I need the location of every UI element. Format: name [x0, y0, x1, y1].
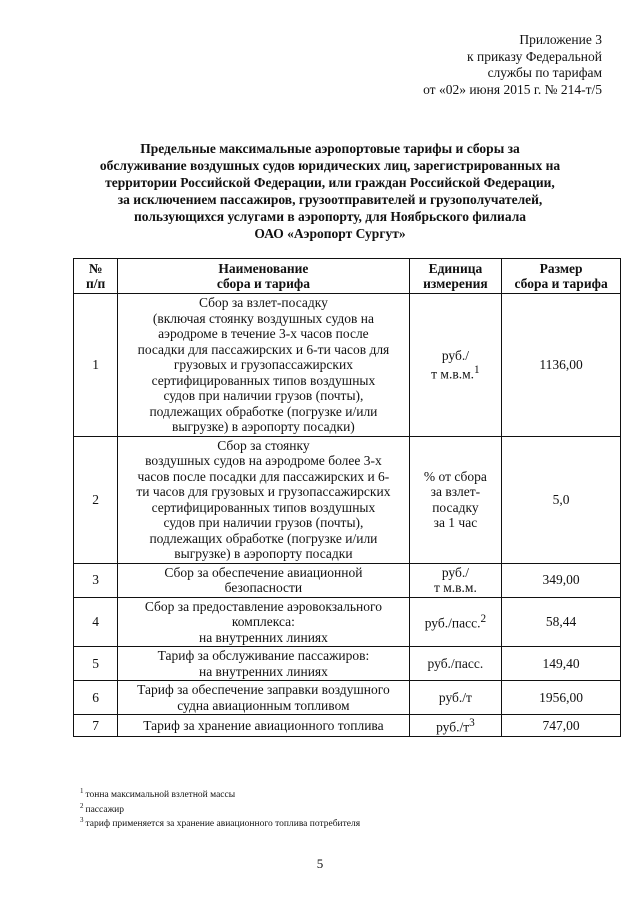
row-size: 1136,00 — [502, 294, 621, 437]
unit-line — [414, 716, 498, 735]
unit-text: руб./пасс. — [424, 615, 481, 631]
name-line: Тариф за обслуживание пассажиров: — [157, 648, 370, 663]
title-line: обслуживание воздушных судов юридических лиц, зарегистрированных на — [99, 158, 561, 173]
row-size: 5,0 — [502, 436, 621, 563]
row-num: 5 — [74, 647, 118, 681]
name-line: выгрузке) в аэропорту посадки) — [172, 419, 355, 434]
footnote — [80, 786, 360, 801]
row-num: 1 — [74, 294, 118, 437]
unit-line: % от сбора — [423, 468, 487, 484]
unit-line: за 1 час — [433, 515, 478, 530]
header-text: Единица — [428, 261, 483, 276]
name-line: Сбор за взлет-посадку — [198, 295, 328, 310]
name-line: подлежащих обработке (погрузке и/или — [149, 530, 378, 546]
name-line: грузовых и грузопассажирских — [173, 357, 353, 372]
unit-line: за взлет- — [430, 484, 481, 499]
tariffs-table — [73, 258, 621, 737]
annex-header — [372, 32, 602, 98]
name-line: посадки для пассажирских и 6-ти часов для — [137, 341, 390, 357]
table-row — [74, 681, 621, 715]
footnote-text: тонна максимальной взлетной массы — [85, 790, 236, 801]
unit-line — [414, 612, 498, 631]
name-line: комплекса: — [231, 614, 295, 629]
unit-line: руб./т — [438, 689, 472, 705]
header-text: п/п — [85, 276, 106, 291]
name-line: Сбор за предоставление аэровокзального — [144, 598, 382, 614]
title-line: Предельные максимальные аэропортовые тарифы и сборы за — [140, 141, 520, 156]
footnotes — [80, 786, 360, 830]
header-text: Наименование — [218, 261, 309, 276]
row-size: 149,40 — [502, 647, 621, 681]
row-unit — [409, 294, 502, 437]
row-name — [118, 294, 409, 437]
row-unit — [409, 715, 502, 737]
table-row — [74, 436, 621, 563]
row-unit — [409, 681, 502, 715]
footnote-ref: 2 — [480, 613, 487, 626]
name-line: на внутренних линиях — [198, 629, 328, 645]
footnote-text: тариф применяется за хранение авиационного топлива потребителя — [85, 819, 361, 830]
footnote-text: пассажир — [85, 804, 124, 815]
header-text: сбора и тарифа — [514, 276, 608, 291]
unit-text: т м.в.м. — [431, 366, 475, 382]
unit-line: т м.в.м. — [433, 580, 477, 595]
name-line: судов при наличии грузов (почты), — [163, 388, 364, 403]
unit-line: руб./пасс. — [427, 655, 484, 671]
footnote-mark: 3 — [80, 816, 84, 825]
name-line: ти часов для грузовых и грузопассажирских — [136, 484, 391, 499]
row-unit — [409, 597, 502, 647]
footnote-ref: 3 — [469, 717, 475, 729]
footnote-mark: 1 — [80, 787, 84, 795]
row-name — [118, 715, 409, 737]
row-name — [118, 597, 409, 647]
table-row — [74, 563, 621, 597]
name-line: выгрузке) в аэропорту посадки — [174, 546, 353, 561]
name-line: на внутренних линиях — [198, 663, 328, 679]
header-size — [502, 259, 621, 294]
table-row — [74, 597, 621, 647]
name-line: часов после посадки для пассажирских и 6- — [137, 468, 390, 484]
row-unit — [409, 647, 502, 681]
page-number: 5 — [316, 856, 324, 871]
table-row — [74, 294, 621, 437]
row-num: 2 — [74, 436, 118, 563]
header-text: № — [88, 261, 103, 276]
row-unit — [409, 436, 502, 563]
name-line: подлежащих обработке (погрузке и/или — [149, 403, 378, 419]
footnote — [80, 815, 360, 830]
unit-text: руб./т — [436, 719, 470, 735]
name-line: судна авиационным топливом — [177, 697, 350, 713]
row-name — [118, 563, 409, 597]
title-line: территории Российской Федерации, или граждан Российской Федерации, — [105, 175, 555, 190]
unit-line: посадку — [432, 499, 479, 515]
table-row — [74, 715, 621, 737]
row-num: 4 — [74, 597, 118, 647]
title-line: ОАО «Аэропорт Сургут» — [254, 226, 406, 241]
table-header-row — [74, 259, 621, 294]
annex-line: службы по тарифам — [487, 65, 602, 80]
document-title — [70, 140, 590, 242]
name-line: Тариф за обеспечение заправки воздушного — [137, 682, 390, 697]
annex-line: к приказу Федеральной — [467, 48, 602, 64]
unit-line: руб./ — [441, 347, 469, 363]
name-line: безопасности — [224, 580, 303, 595]
name-line: Сбор за стоянку — [217, 437, 310, 453]
header-text: измерения — [423, 276, 488, 291]
row-num: 6 — [74, 681, 118, 715]
table-row — [74, 647, 621, 681]
name-line: сертифицированных типов воздушных — [151, 499, 376, 515]
row-name — [118, 681, 409, 715]
row-size: 58,44 — [502, 597, 621, 647]
name-line: Тариф за хранение авиационного топлива — [143, 717, 384, 733]
annex-line: Приложение 3 — [519, 32, 602, 47]
row-name — [118, 436, 409, 563]
row-num: 7 — [74, 715, 118, 737]
annex-line: от «02» июня 2015 г. № 214-т/5 — [423, 81, 602, 97]
title-line: пользующихся услугами в аэропорту, для Ноябрьского филиала — [133, 209, 527, 224]
header-unit — [409, 259, 502, 294]
footnote-ref: 1 — [474, 364, 480, 376]
header-text: Размер — [539, 261, 583, 276]
name-line: аэродроме в течение 3-х часов после — [158, 326, 369, 341]
name-line: Сбор за обеспечение авиационной — [164, 564, 363, 580]
row-name — [118, 647, 409, 681]
name-line: воздушных судов на аэродроме более 3-х — [145, 453, 382, 468]
name-line: (включая стоянку воздушных судов на — [152, 310, 374, 326]
name-line: сертифицированных типов воздушных — [151, 372, 376, 388]
unit-line: руб./ — [441, 564, 469, 580]
row-size: 747,00 — [502, 715, 621, 737]
footnote-mark: 2 — [80, 801, 84, 810]
header-name — [118, 259, 409, 294]
name-line: судов при наличии грузов (почты), — [163, 515, 364, 530]
row-size: 1956,00 — [502, 681, 621, 715]
title-line: за исключением пассажиров, грузоотправителей и грузополучателей, — [117, 192, 543, 207]
unit-line — [414, 363, 498, 382]
header-text: сбора и тарифа — [216, 276, 311, 291]
header-num — [74, 259, 118, 294]
row-size: 349,00 — [502, 563, 621, 597]
row-unit — [409, 563, 502, 597]
row-num: 3 — [74, 563, 118, 597]
footnote — [80, 801, 360, 816]
